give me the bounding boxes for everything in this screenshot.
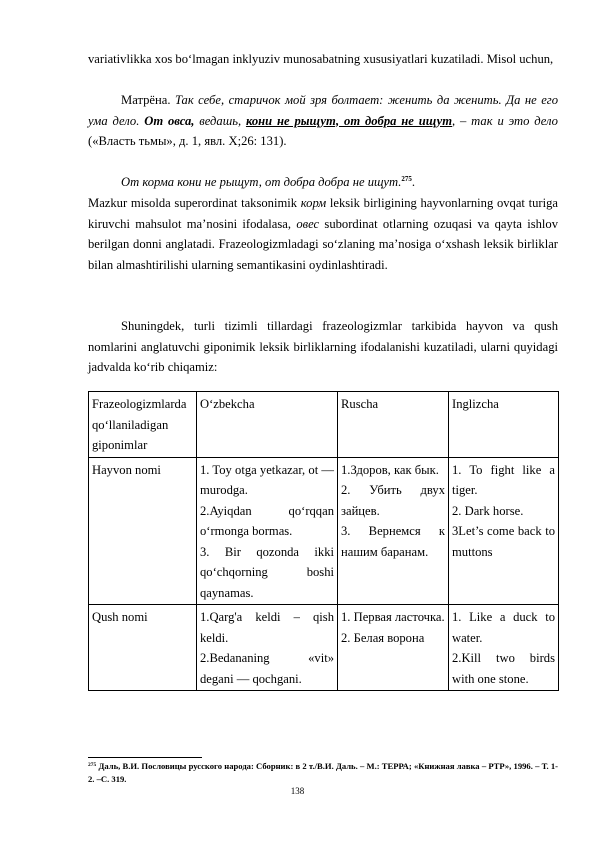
list-item: 2. Dark horse. — [452, 503, 524, 518]
cell-en-animal — [449, 457, 559, 605]
cell-uz-bird — [197, 605, 338, 691]
list-item: 3. Bir qozonda ikki qo‘chqorning boshi qaynamas. — [200, 544, 334, 600]
page-number: 138 — [290, 786, 305, 796]
table-row — [89, 605, 559, 691]
cell-en-bird — [449, 605, 559, 691]
footnote-ref[interactable]: 275 — [401, 175, 412, 183]
proverb-line — [88, 172, 558, 193]
quote-paragraph — [88, 90, 558, 152]
quote-italic-3: , – так и это дело — [452, 113, 558, 128]
list-item: 1.Qarg'a keldi – qish keldi. — [200, 610, 334, 645]
list-item: 2. Белая ворона — [341, 630, 425, 645]
cell-ru-animal — [338, 457, 449, 605]
footnote — [88, 760, 558, 786]
footnote-text: Даль, В.И. Пословицы русского народа: Сборник: в 2 т./В.И. Даль. – М.: ТЕРРА; «Книжная лавка – РТР», 1996. – Т. 1-2. –С. 319. — [88, 761, 558, 784]
cell-ru-bird — [338, 605, 449, 691]
list-item: 3Let’s come back to muttons — [452, 524, 555, 559]
list-item: 1. Toy otga yetkazar, ot — murodga. — [200, 462, 334, 497]
quote-italic-1: Так себе, старичок мой зря болтает: женить да женить. Да не его ума дело. — [88, 93, 558, 128]
analysis-part-1: Mazkur misolda superordinat taksonimik — [88, 196, 301, 210]
paragraph-intro-text: variativlikka xos bo‘lmagan inklyuziv munosabatning xususiyatlari kuzatiladi. Misol uchun, — [88, 52, 554, 66]
list-item: 1. To fight like a tiger. — [452, 462, 555, 497]
list-item: 2. Убить двух зайцев. — [341, 483, 445, 518]
list-item: 2.Ayiqdan qo‘rqqan o‘rmonga bormas. — [200, 503, 334, 538]
paragraph-table-intro — [88, 316, 558, 378]
proverb-text: От корма кони не рыщут, от добра добра не ищут. — [121, 175, 402, 189]
list-item: 2.Kill two birds with one stone. — [452, 651, 555, 686]
header-cell-russian: Ruscha — [338, 392, 449, 458]
analysis-word-korm: корм — [300, 196, 327, 210]
analysis-part-3: subordinat otlarning ozuqasi va qayta ishlov berilgan donni anglatadi. Frazeologizmladagi so‘zlaning ma’nosiga o‘xshash leksik birliklar bilan almashtirilishi ularning semantikasini oydinlashtiradi. — [88, 216, 558, 272]
list-item: 3. Вернемся к нашим баранам. — [341, 524, 445, 559]
cell-uz-animal — [197, 457, 338, 605]
row-category-animal: Hayvon nomi — [89, 457, 197, 605]
quote-speaker: Матрёна. — [121, 93, 175, 107]
quote-italic-2: ведашь, — [194, 113, 246, 128]
paragraph-analysis — [88, 193, 558, 275]
quote-source: («Власть тьмы», д. 1, явл. X;26: 131). — [88, 134, 287, 148]
list-item: 1. Первая ласточка. — [341, 610, 445, 624]
footnote-number: 275 — [88, 762, 97, 768]
list-item: 1. Like a duck to water. — [452, 610, 555, 645]
quote-bold-1: От овса, — [144, 113, 195, 128]
paragraph-intro — [88, 49, 558, 70]
table-row — [89, 457, 559, 605]
table-header-row — [89, 392, 559, 458]
list-item: 1.Здоров, как бык. — [341, 462, 439, 477]
list-item: 2.Bedananing «vit» degani — qochgani. — [200, 651, 334, 686]
table-intro-text: Shuningdek, turli tizimli tillardagi frazeologizmlar tarkibida hayvon va qush nomlarini anglatuvchi giponimik leksik birliklarning ifodalanishi kuzatiladi, ularni quyidagi jadvalda ko‘rib chiqamiz: — [88, 319, 558, 374]
phraseology-table — [88, 391, 559, 691]
footnote-divider — [88, 757, 202, 758]
proverb-tail: . — [411, 175, 416, 189]
row-category-bird: Qush nomi — [89, 605, 197, 691]
quote-bold-2: кони не рыщут, от добра не ищут — [245, 113, 452, 128]
header-cell-uzbek: O‘zbekcha — [197, 392, 338, 458]
analysis-part-2: leksik birligining hayvonlarning ovqat turiga kiruvchi mahsulot ma’nosini ifodalasa, — [88, 196, 558, 231]
header-cell-hyponyms: Frazeologizmlarda qo‘llaniladigan giponimlar — [89, 392, 197, 458]
analysis-word-oves: овес — [296, 216, 320, 231]
header-cell-english: Inglizcha — [449, 392, 559, 458]
